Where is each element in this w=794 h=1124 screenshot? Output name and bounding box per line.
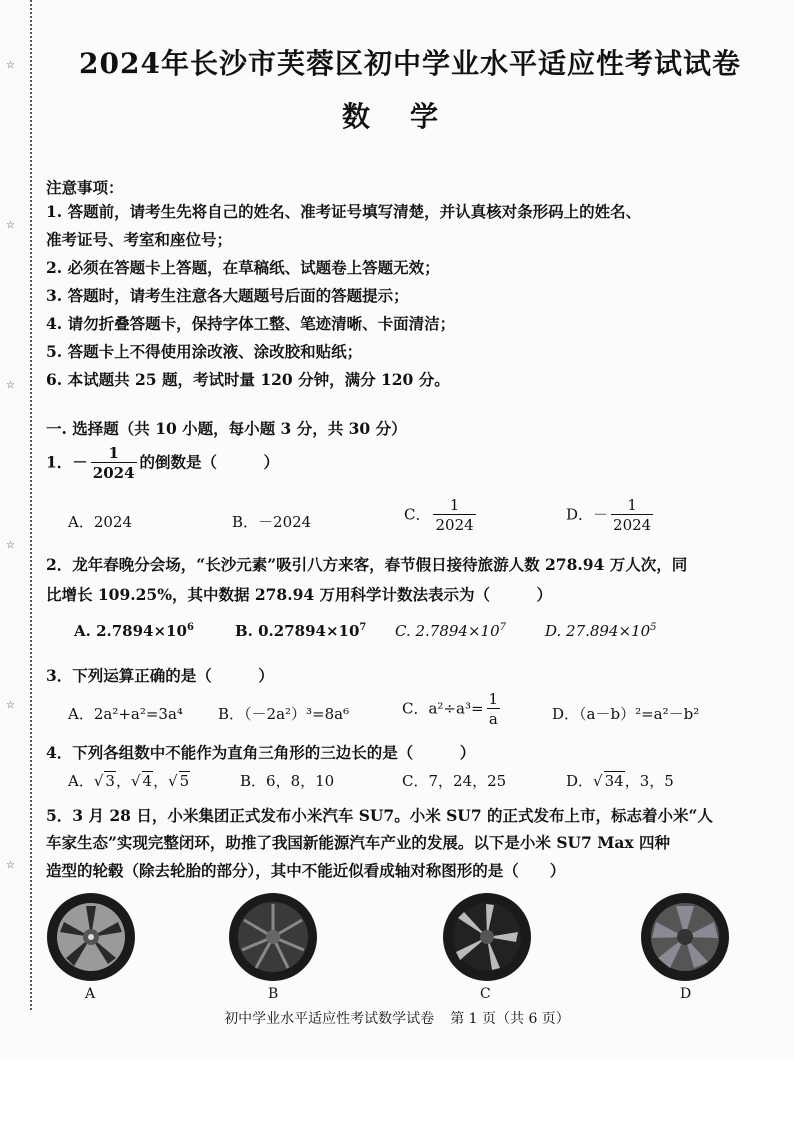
q3-option-c [402, 690, 503, 729]
q1-option-c [404, 496, 479, 535]
page-footer [0, 1008, 794, 1028]
option-label: D． [566, 772, 594, 790]
notice-heading: 注意事项： [46, 178, 124, 197]
q1-prefix: 1．－ [46, 452, 88, 472]
q3-option-b: B．（－2a²）³=8a⁶ [218, 705, 350, 723]
option-label: C．a²÷a³= [402, 699, 484, 718]
separator: ， [115, 772, 131, 790]
question-2-line-1: 2．龙年春晚分会场，“长沙元素”吸引八方来客，春节假日接待旅游人数 278.94 万人次，同 [46, 555, 688, 574]
wheel-image-d [640, 892, 730, 982]
question-5-line-1: 5．3 月 28 日，小米集团正式发布小米汽车 SU7。小米 SU7 的正式发布上市，标志着小米“人 [46, 806, 713, 825]
q1-option-a: A．2024 [68, 513, 133, 531]
option-label: A． [68, 772, 94, 790]
q2-option-c [395, 622, 506, 640]
wheel-d-icon [640, 892, 730, 982]
fraction-numerator: 1 [108, 444, 119, 462]
binding-star-icon: ☆ [6, 220, 15, 231]
wheel-image-b [228, 892, 318, 982]
option-text: D. 27.894×10 [545, 622, 651, 640]
question-4: 4．下列各组数中不能作为直角三角形的三边长的是（ ） [46, 743, 476, 762]
question-2-line-2: 比增长 109.25%，其中数据 278.94 万用科学计数法表示为（ ） [46, 585, 553, 604]
exponent: 7 [499, 622, 506, 633]
subject-title: 数学 [341, 100, 478, 133]
fraction-denominator: a [487, 708, 501, 729]
fraction [487, 690, 501, 729]
page-number: 第 1 页（共 6 页） [450, 1011, 570, 1027]
question-5-line-2: 车家生态”实现完整闭环，助推了我国新能源汽车产业的发展。以下是小米 SU7 Max 四种 [46, 833, 671, 852]
notice-item: 2. 必须在答题卡上答题，在草稿纸、试题卷上答题无效； [46, 258, 440, 277]
notice-item: 4. 请勿折叠答题卡，保持字体工整、笔迹清晰、卡面清洁； [46, 314, 456, 333]
q2-option-a [74, 622, 194, 640]
q4-option-b: B．6，8，10 [240, 772, 335, 790]
fraction-denominator: 2024 [92, 464, 135, 482]
notice-item: 3. 答题时，请考生注意各大题题号后面的答题提示； [46, 286, 409, 305]
wheel-image-c [442, 892, 532, 982]
option-text: A. 2.7894×10 [74, 622, 187, 640]
wheel-label-c: C [480, 986, 491, 1002]
page-title: 2024年长沙市芙蓉区初中学业水平适应性考试试卷 [79, 47, 741, 80]
option-text: ，3，5 [624, 772, 674, 790]
separator: ， [153, 772, 169, 790]
radicand: 34 [604, 772, 624, 790]
q1-suffix: 的倒数是（ ） [139, 452, 280, 472]
q1-option-d [566, 496, 656, 535]
section-heading: 一. 选择题（共 10 小题，每小题 3 分，共 30 分） [46, 419, 407, 438]
wheel-b-icon [228, 892, 318, 982]
q3-option-a: A．2a²+a²=3a⁴ [68, 705, 183, 723]
binding-star-icon: ☆ [6, 700, 15, 711]
wheel-label-b: B [268, 986, 279, 1002]
wheel-label-d: D [680, 986, 692, 1002]
q2-option-b [235, 622, 366, 640]
q4-option-a: A．√ 3，√ 4，√ 5 [68, 772, 190, 790]
fraction [433, 496, 475, 535]
q4-option-c: C．7，24，25 [402, 772, 507, 790]
footer-title: 初中学业水平适应性考试数学试卷 [224, 1011, 435, 1027]
option-text: B. 0.27894×10 [235, 622, 360, 640]
binding-margin [4, 0, 32, 1010]
binding-star-icon: ☆ [6, 60, 15, 71]
q1-option-b: B．－2024 [232, 513, 312, 531]
notice-item: 准考证号、考室和座位号； [46, 230, 233, 249]
exponent: 7 [359, 622, 367, 633]
fraction-denominator: 2024 [613, 516, 652, 534]
fraction [611, 496, 653, 535]
fraction-denominator: 2024 [435, 516, 474, 534]
option-label: D．－ [566, 505, 609, 524]
fraction [91, 444, 137, 483]
binding-star-icon: ☆ [6, 860, 15, 871]
exponent: 6 [186, 622, 194, 633]
binding-star-icon: ☆ [6, 380, 15, 391]
question-3: 3．下列运算正确的是（ ） [46, 666, 274, 685]
question-5-line-3: 造型的轮毂（除去轮胎的部分），其中不能近似看成轴对称图形的是（ ） [46, 861, 566, 880]
exponent: 5 [650, 622, 657, 633]
binding-star-icon: ☆ [6, 540, 15, 551]
wheel-a-icon [46, 892, 136, 982]
wheel-image-a [46, 892, 136, 982]
fraction-numerator: 1 [449, 496, 460, 514]
radicand: 4 [142, 772, 153, 790]
radicand: 5 [179, 772, 190, 790]
notice-item: 1. 答题前，请考生先将自己的姓名、准考证号填写清楚，并认真核对条形码上的姓名、 [46, 202, 642, 221]
fraction-numerator: 1 [488, 690, 499, 708]
question-1 [46, 444, 279, 483]
notice-item: 5. 答题卡上不得使用涂改液、涂改胶和贴纸； [46, 342, 363, 361]
q4-option-d: D．√ 34，3，5 [566, 772, 674, 790]
option-text: C. 2.7894×10 [395, 622, 500, 640]
q2-option-d [545, 622, 657, 640]
option-label: C． [404, 505, 431, 524]
wheel-label-a: A [85, 986, 96, 1002]
radicand: 3 [105, 772, 115, 790]
fraction-numerator: 1 [627, 496, 637, 514]
q3-option-d: D．（a－b）²=a²－b² [552, 705, 700, 723]
wheel-c-icon [442, 892, 532, 982]
notice-item: 6. 本试题共 25 题，考试时量 120 分钟，满分 120 分。 [46, 370, 450, 389]
